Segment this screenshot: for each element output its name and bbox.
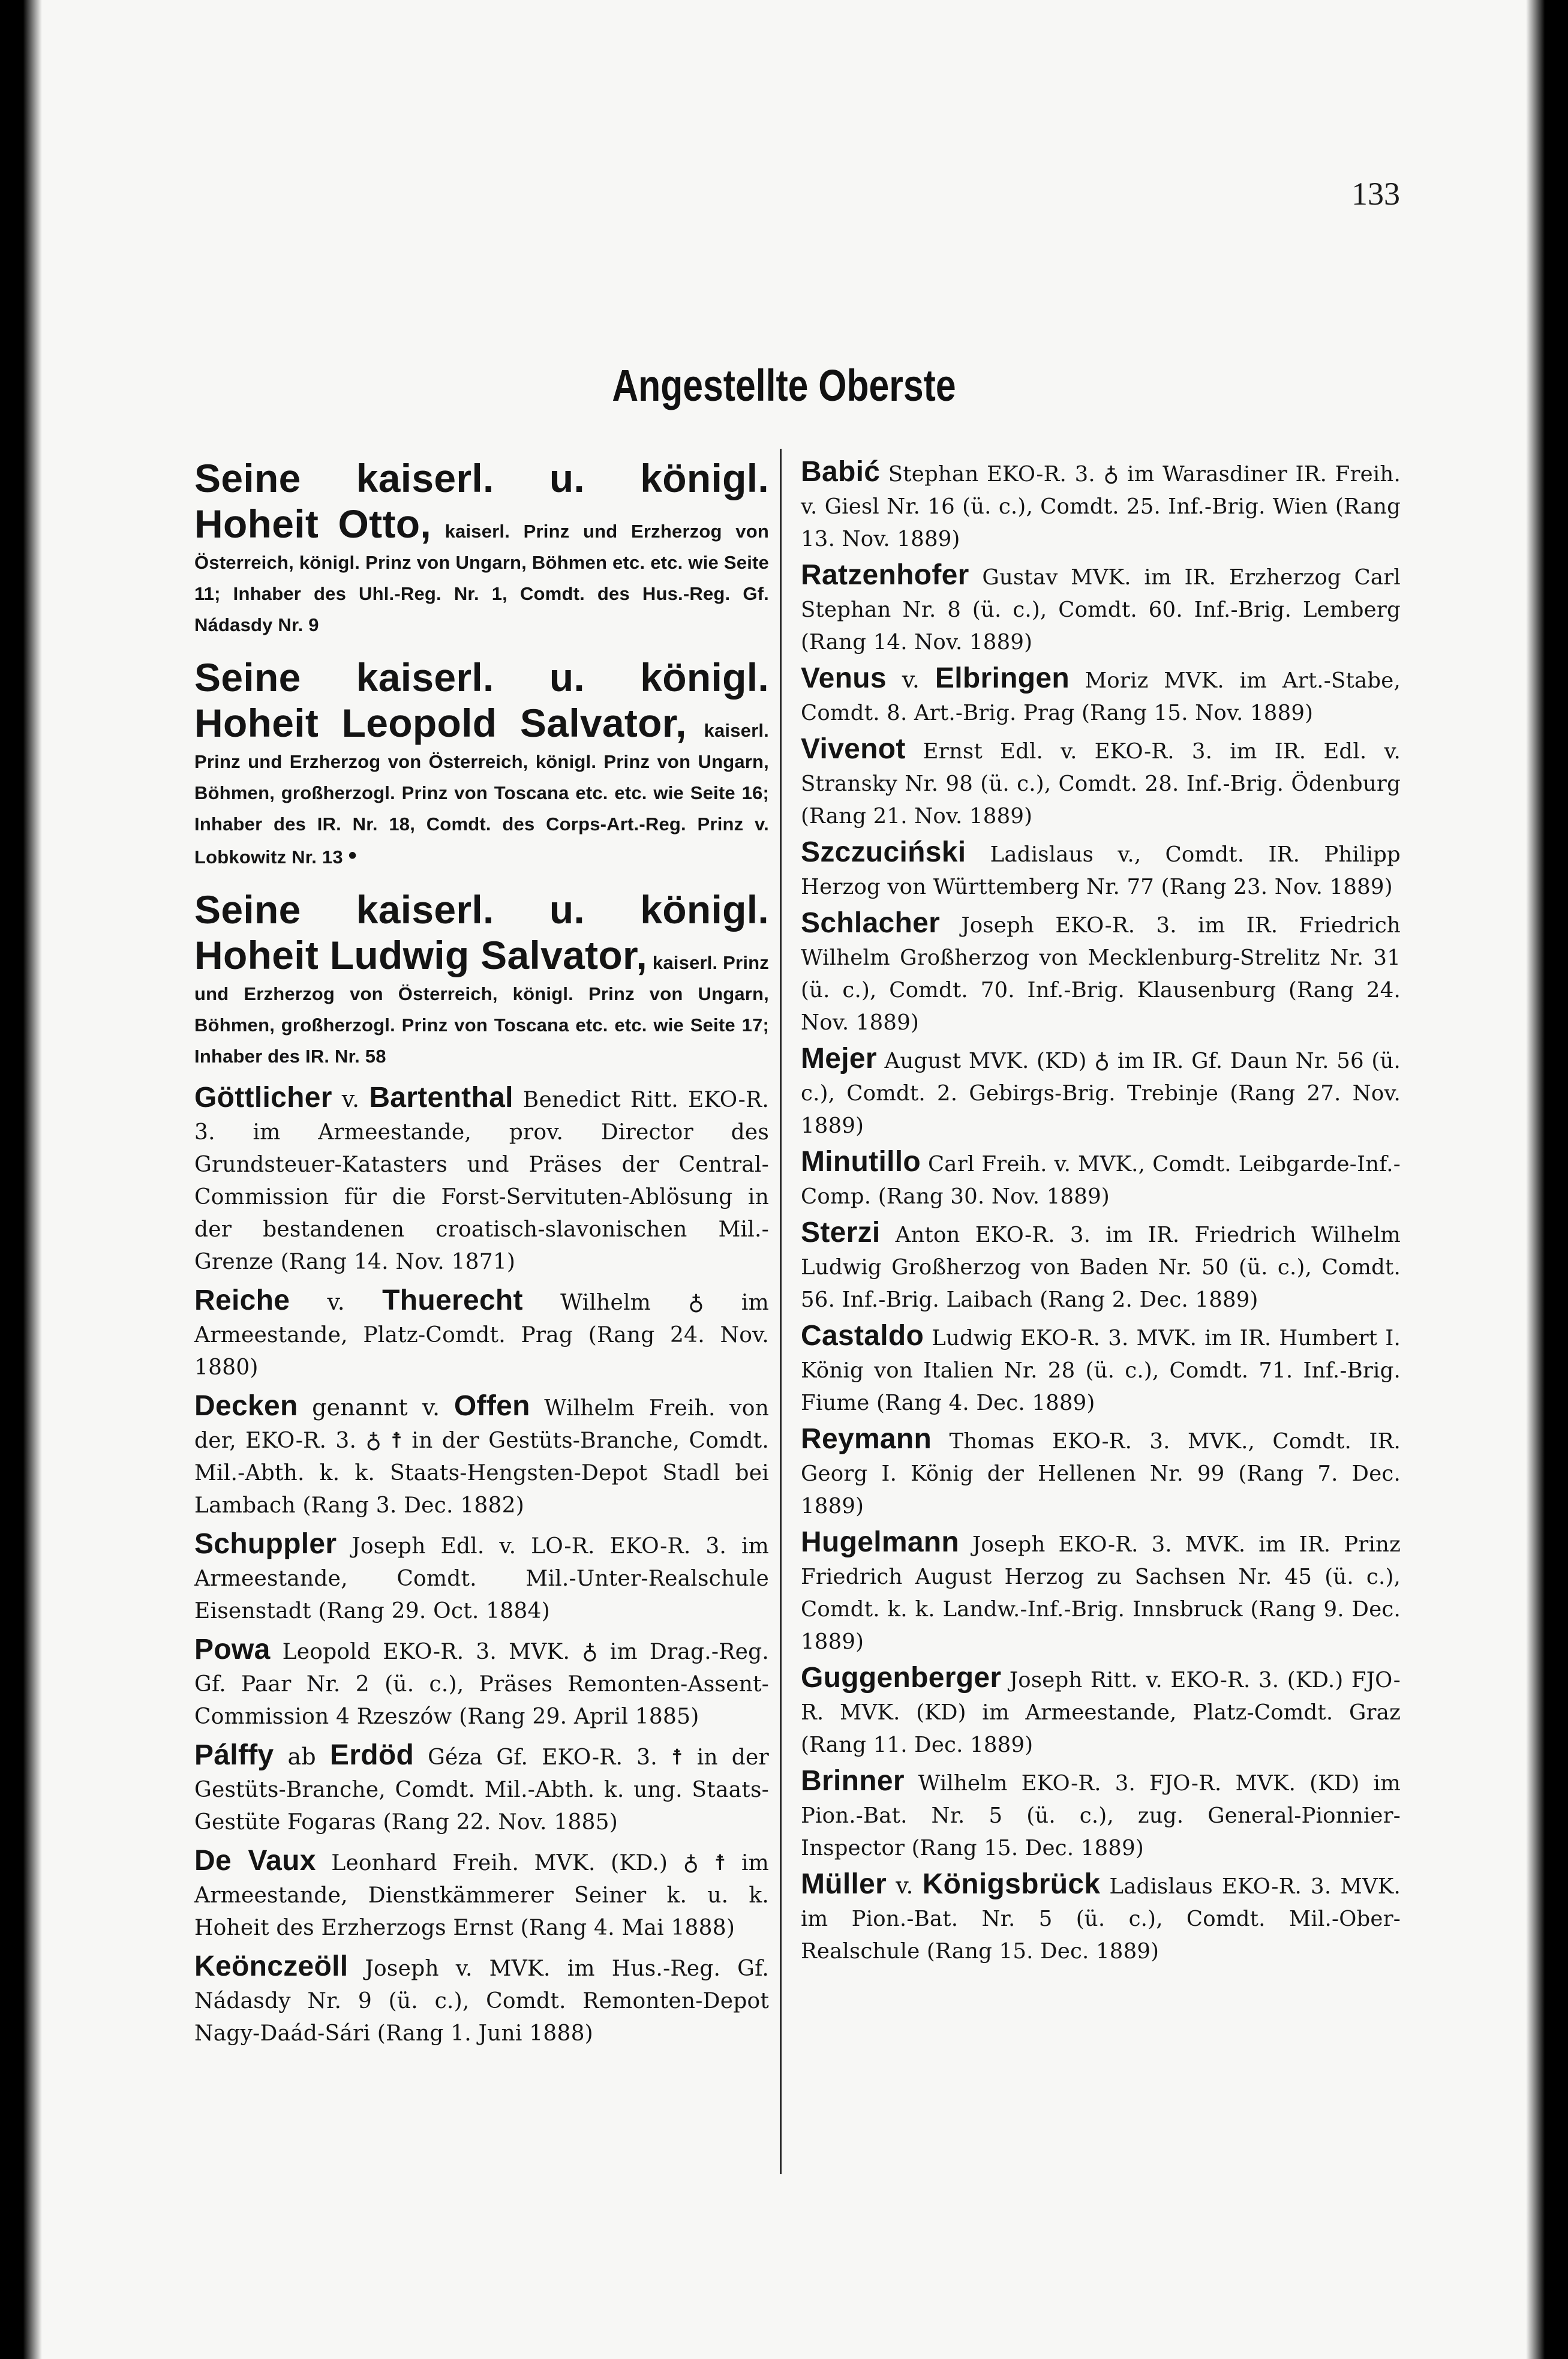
entry-name-part: Bartenthal xyxy=(369,1082,513,1114)
entry-name: Seine kaiserl. u. königl. Hoheit Otto, xyxy=(194,456,769,546)
entry-text: Joseph Edl. v. LO-R. EKO-R. 3. im Armeestande, Comdt. Mil.-Unter-Realschule Eisenstadt (Rang 29. Oct. 1884) xyxy=(194,1534,769,1623)
page-number: 133 xyxy=(1351,176,1400,212)
entry-name-part: Offen xyxy=(453,1390,530,1422)
entry-name: Seine kaiserl. u. königl. Hoheit Leopold Salvator, xyxy=(194,655,769,745)
entry xyxy=(194,1082,769,1278)
entry-name-part: Elbringen xyxy=(935,662,1070,694)
entry-text: kaiserl. Prinz und Erzherzog von Österreich, königl. Prinz von Ungarn, Böhmen, großherzogl. Prinz von Toscana etc. etc. wie Seite 17; Inhaber des IR. Nr. 58 xyxy=(194,952,769,1067)
entry-particle: v. xyxy=(341,1086,360,1112)
entry-name: Hugelmann xyxy=(801,1526,960,1558)
entry-name-part: Erdöd xyxy=(329,1739,414,1771)
entry xyxy=(801,662,1401,730)
scan-edge-right xyxy=(1526,0,1568,2359)
entry-name: Brinner xyxy=(801,1765,905,1797)
entry-text: Carl Freih. v. MVK., Comdt. Leibgarde-Inf.-Comp. (Rang 30. Nov. 1889) xyxy=(801,1152,1401,1209)
scan-edge-left xyxy=(0,0,42,2359)
entry xyxy=(801,1217,1401,1316)
entry-name: Decken xyxy=(194,1390,298,1422)
entry xyxy=(194,456,769,641)
entry-text: August MVK. (KD) ♁ im IR. Gf. Daun Nr. 56 (ü. c.), Comdt. 2. Gebirgs-Brig. Trebinje (Rang 27. Nov. 1889) xyxy=(801,1049,1401,1138)
entry-name: Ratzenhofer xyxy=(801,559,969,591)
entry xyxy=(801,456,1401,556)
entry xyxy=(801,1320,1401,1419)
entry xyxy=(801,1662,1401,1761)
entry xyxy=(801,559,1401,659)
entry-name: Müller xyxy=(801,1868,887,1900)
entry-particle: genannt v. xyxy=(312,1394,440,1421)
entry-particle: v. xyxy=(902,667,920,693)
entry-name: Seine kaiserl. u. königl. Hoheit Ludwig Salvator, xyxy=(194,887,769,977)
entry xyxy=(194,1634,769,1733)
left-column xyxy=(194,456,769,2050)
entry-text: Wilhelm EKO-R. 3. FJO-R. MVK. (KD) im Pion.-Bat. Nr. 5 (ü. c.), zug. General-Pionnier-Inspector (Rang 15. Dec. 1889) xyxy=(801,1771,1401,1860)
entry xyxy=(194,887,769,1072)
entry-particle: v. xyxy=(896,1872,914,1899)
entry-name: Göttlicher xyxy=(194,1082,332,1114)
entry-text: Joseph Ritt. v. EKO-R. 3. (KD.) FJO-R. MVK. (KD) im Armeestande, Platz-Comdt. Graz (Rang 11. Dec. 1889) xyxy=(801,1668,1401,1757)
entry-name: De Vaux xyxy=(194,1845,316,1877)
entry xyxy=(801,1868,1401,1968)
entry xyxy=(801,1765,1401,1865)
entry-text: Leopold EKO-R. 3. MVK. ♁ im Drag.-Reg. Gf. Paar Nr. 2 (ü. c.), Präses Remonten-Assent-Commission 4 Rzeszów (Rang 29. April 1885) xyxy=(194,1640,769,1729)
entry-name: Babić xyxy=(801,456,881,488)
entry-name: Sterzi xyxy=(801,1217,881,1248)
entry-text: Wilhelm ♁ im Armeestande, Platz-Comdt. Prag (Rang 24. Nov. 1880) xyxy=(194,1290,769,1380)
entry-text: Wilhelm Freih. von der, EKO-R. 3. ♁ ☨ in der Gestüts-Branche, Comdt. Mil.-Abth. k. k. Staats-Hengsten-Depot Stadl bei Lambach (Rang 3. Dec. 1882) xyxy=(194,1396,769,1518)
entry-particle: ab xyxy=(287,1743,316,1770)
entry-text: Géza Gf. EKO-R. 3. ☨ in der Gestüts-Branche, Comdt. Mil.-Abth. k. ung. Staats-Gestüte Fogaras (Rang 22. Nov. 1885) xyxy=(194,1745,769,1835)
entry xyxy=(194,1284,769,1384)
entry xyxy=(801,836,1401,904)
entry-name: Pálffy xyxy=(194,1739,274,1771)
entry-name: Keönczeöll xyxy=(194,1950,349,1982)
entry-text: Benedict Ritt. EKO-R. 3. im Armeestande, prov. Director des Grundsteuer-Katasters und Präses der Central-Commission für die Forst-Servituten-Ablösung in der bestandenen croatisch-slavonischen Mil.-Grenze (Rang 14. Nov. 1871) xyxy=(194,1088,769,1274)
entry-name: Vivenot xyxy=(801,733,906,765)
entry-text: Ladislaus EKO-R. 3. MVK. im Pion.-Bat. Nr. 5 (ü. c.), Comdt. Mil.-Ober-Realschule (Rang 15. Dec. 1889) xyxy=(801,1874,1401,1964)
entry xyxy=(194,1950,769,2050)
entry-particle: v. xyxy=(327,1289,345,1315)
entry-name: Minutillo xyxy=(801,1146,921,1178)
entry-text: kaiserl. Prinz und Erzherzog von Österreich, königl. Prinz von Ungarn, Böhmen etc. etc. wie Seite 11; Inhaber des Uhl.-Reg. Nr. 1, Comdt. des Hus.-Reg. Gf. Nádasdy Nr. 9 xyxy=(194,521,769,635)
entry-name: Mejer xyxy=(801,1043,877,1075)
entry-text: kaiserl. Prinz und Erzherzog von Österreich, königl. Prinz von Ungarn, Böhmen, großherzogl. Prinz von Toscana etc. etc. wie Seite 16; Inhaber des IR. Nr. 18, Comdt. des Corps-Art.-Reg. Prinz v. Lobkowitz Nr. 13 xyxy=(194,720,769,868)
right-column xyxy=(801,456,1401,1968)
entry xyxy=(194,1739,769,1839)
entry-name: Powa xyxy=(194,1634,271,1665)
entry-text: Anton EKO-R. 3. im IR. Friedrich Wilhelm Ludwig Großherzog von Baden Nr. 50 (ü. c.), Comdt. 56. Inf.-Brig. Laibach (Rang 2. Dec. 1889) xyxy=(801,1223,1401,1312)
entry-name: Reiche xyxy=(194,1284,290,1316)
entry-text: Joseph v. MVK. im Hus.-Reg. Gf. Nádasdy Nr. 9 (ü. c.), Comdt. Remonten-Depot Nagy-Daád-Sári (Rang 1. Juni 1888) xyxy=(194,1956,769,2046)
entry: Seine kaiserl. u. königl. Hoheit Leopold Salvator, kaiserl. Prinz und Erzherzog von Österreich, königl. Prinz von Ungarn, Böhmen, großherzogl. Prinz von Toscana etc. etc. wie Seite 16; Inhaber des IR. Nr. 18, Comdt. des Corps-Art.-Reg. Prinz v. Lobkowitz Nr. 13 • xyxy=(194,655,769,869)
column-divider xyxy=(780,449,782,2174)
entry-text: Ludwig EKO-R. 3. MVK. im IR. Humbert I. König von Italien Nr. 28 (ü. c.), Comdt. 71. Inf.-Brig. Fiume (Rang 4. Dec. 1889) xyxy=(801,1326,1401,1415)
entry xyxy=(194,1845,769,1944)
entry-name: Szczuciński xyxy=(801,836,966,868)
entry xyxy=(801,1526,1401,1658)
entry-name: Schlacher xyxy=(801,907,941,939)
entry-name: Guggenberger xyxy=(801,1662,1002,1694)
entry xyxy=(801,907,1401,1039)
entry-text: Ernst Edl. v. EKO-R. 3. im IR. Edl. v. Stransky Nr. 98 (ü. c.), Comdt. 28. Inf.-Brig. Ödenburg (Rang 21. Nov. 1889) xyxy=(801,739,1401,829)
entry xyxy=(194,1528,769,1628)
entry-text: Stephan EKO-R. 3. ♁ im Warasdiner IR. Freih. v. Giesl Nr. 16 (ü. c.), Comdt. 25. Inf.-Brig. Wien (Rang 13. Nov. 1889) xyxy=(801,462,1401,551)
entry xyxy=(801,1043,1401,1142)
entry xyxy=(801,733,1401,833)
entry-text: Joseph EKO-R. 3. im IR. Friedrich Wilhelm Großherzog von Mecklenburg-Strelitz Nr. 31 (ü. c.), Comdt. 70. Inf.-Brig. Klausenburg (Rang 24. Nov. 1889) xyxy=(801,913,1401,1035)
entry xyxy=(801,1423,1401,1523)
entry-name-part: Königsbrück xyxy=(922,1868,1101,1900)
entry-text: Gustav MVK. im IR. Erzherzog Carl Stephan Nr. 8 (ü. c.), Comdt. 60. Inf.-Brig. Lemberg (Rang 14. Nov. 1889) xyxy=(801,565,1401,655)
entry-name-part: Thuerecht xyxy=(382,1284,523,1316)
entry-text: Thomas EKO-R. 3. MVK., Comdt. IR. Georg I. König der Hellenen Nr. 99 (Rang 7. Dec. 1889) xyxy=(801,1429,1401,1518)
entry xyxy=(801,1146,1401,1213)
entry-name: Reymann xyxy=(801,1423,932,1455)
entry-name: Venus xyxy=(801,662,887,694)
entry-text: Moriz MVK. im Art.-Stabe, Comdt. 8. Art.-Brig. Prag (Rang 15. Nov. 1889) xyxy=(801,668,1401,725)
entry-text: Leonhard Freih. MVK. (KD.) ♁ ☨ im Armeestande, Dienstkämmerer Seiner k. u. k. Hoheit des Erzherzogs Ernst (Rang 4. Mai 1888) xyxy=(194,1851,769,1940)
entry xyxy=(194,1390,769,1522)
entry-name: Schuppler xyxy=(194,1528,337,1560)
entry-name: Castaldo xyxy=(801,1320,924,1352)
section-title: Angestellte Oberste xyxy=(612,361,956,410)
entry-text: Ladislaus v., Comdt. IR. Philipp Herzog von Württemberg Nr. 77 (Rang 23. Nov. 1889) xyxy=(801,842,1401,899)
entry-text: Joseph EKO-R. 3. MVK. im IR. Prinz Friedrich August Herzog zu Sachsen Nr. 45 (ü. c.), Comdt. k. k. Landw.-Inf.-Brig. Innsbruck (Rang 9. Dec. 1889) xyxy=(801,1532,1401,1654)
